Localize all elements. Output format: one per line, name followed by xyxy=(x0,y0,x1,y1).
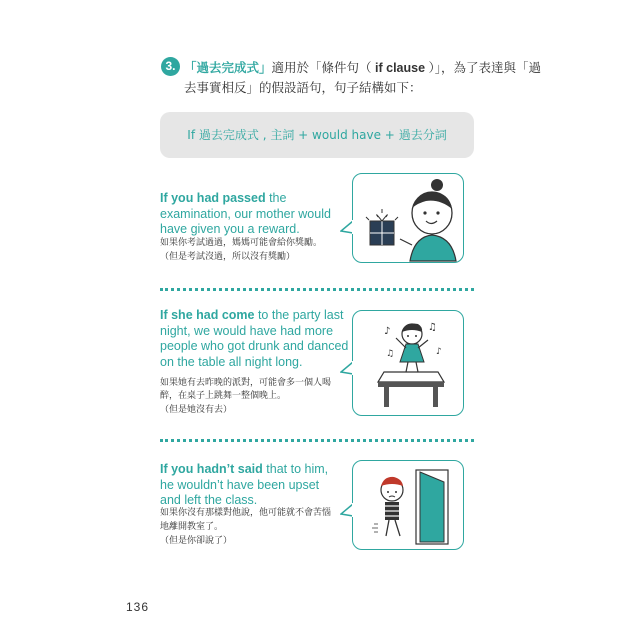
rule-description-line2: 去事實相反」的假設語句，句子結構如下： xyxy=(184,80,422,95)
example-3-bold: If you hadn’t said xyxy=(160,462,263,476)
tense-term: 「過去完成式」 xyxy=(184,60,272,75)
svg-text:♫: ♫ xyxy=(428,322,437,333)
formula-past-perfect: 過去完成式 xyxy=(198,128,259,142)
section-divider xyxy=(160,439,474,442)
example-3-zh-3: （但是你卻說了） xyxy=(160,536,233,546)
formula-text xyxy=(160,112,474,158)
svg-text:♪: ♪ xyxy=(384,326,391,337)
example-2-english xyxy=(160,308,350,370)
example-1-english xyxy=(160,191,340,238)
example-2-zh-3: （但是她沒有去） xyxy=(160,405,233,415)
example-1-bold: If you had passed xyxy=(160,191,266,205)
section-divider xyxy=(160,288,474,291)
page-number: 136 xyxy=(126,600,150,614)
rule-desc-rest: ）」，為了表達與「過 xyxy=(428,60,542,75)
example-2-rest: to the party last night, we would have had more people who got drunk and danced on the table all night long. xyxy=(160,308,349,369)
illustration-2-dancing-girl xyxy=(340,310,470,416)
example-3-zh-1: 如果你沒有那樣對他說，他可能就不會苦惱 xyxy=(160,508,332,518)
rule-number-badge: 3. xyxy=(161,57,180,76)
example-3-english xyxy=(160,462,340,509)
example-2-bold: If she had come xyxy=(160,308,255,322)
example-1-zh-1: 如果你考試過過，媽媽可能會給你獎勵。 xyxy=(160,238,323,248)
rule-description-line1 xyxy=(184,58,541,76)
illustration-1-girl-with-gift xyxy=(340,173,470,265)
example-1-zh-2: （但是考試沒過，所以沒有獎勵） xyxy=(160,252,296,262)
example-2-zh-2: 醉，在桌子上跳舞一整個晚上。 xyxy=(160,391,287,401)
rule-desc-mid: 適用於「條件句（ xyxy=(271,60,372,75)
example-2-zh-1: 如果她有去昨晚的派對，可能會多一個人喝 xyxy=(160,378,332,388)
example-3-rest: that to him, he wouldn’t have been upset and left the class. xyxy=(160,462,329,507)
example-1-rest: the examination, our mother would have given you a reward. xyxy=(160,191,331,236)
formula-subject-would-have: , 主詞 + would have + xyxy=(258,128,399,142)
example-3-zh-2: 地離開教室了。 xyxy=(160,522,224,532)
svg-text:♪: ♪ xyxy=(436,347,442,357)
illustration-3-boy-leaving-door xyxy=(340,460,470,552)
if-clause-term: if clause xyxy=(371,61,429,75)
formula-past-participle: 過去分詞 xyxy=(398,128,447,142)
formula-if: If xyxy=(187,128,199,142)
svg-text:♫: ♫ xyxy=(386,349,395,359)
